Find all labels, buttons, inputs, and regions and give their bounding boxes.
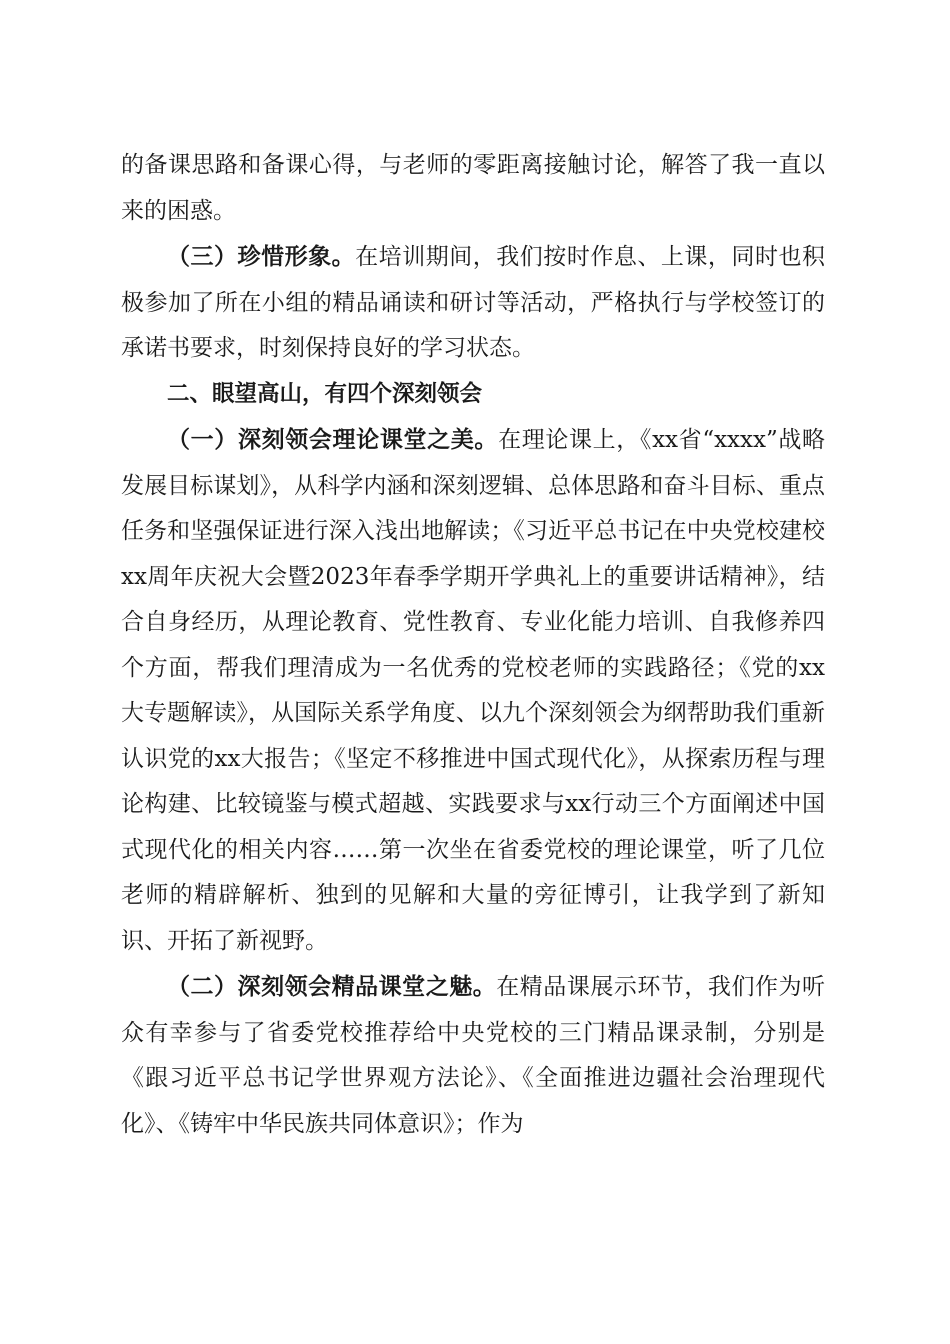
paragraph-text: 在精品课展示环节，我们作为听众有幸参与了省委党校推荐给中央党校的三门精品课录制，分别是《跟习近平总书记学世界观方法论》、《全面推进边疆社会治理现代化》、《铸牢中华民族共同体意识》；作为 (121, 974, 826, 1137)
paragraph-text: 在培训期间，我们按时作息、上课，同时也积极参加了所在小组的精品诵读和研讨等活动，严格执行与学校签订的承诺书要求，时刻保持良好的学习状态。 (121, 244, 826, 361)
section-heading: 二、眼望高山，有四个深刻领会 (167, 380, 483, 407)
paragraph-quality-classroom (121, 964, 825, 1147)
paragraph-text: 在理论课上，《xx省“xxxx”战略发展目标谋划》，从科学内涵和深刻逻辑、总体思路和奋斗目标、重点任务和坚强保证进行深入浅出地解读；《习近平总书记在中央党校建校xx周年庆祝大会暨2023年春季学期开学典礼上的重要讲话精神》，结合自身经历，从理论教育、党性教育、专业化能力培训、自我修养四个方面，帮我们理清成为一名优秀的党校老师的实践路径；《党的xx大专题解读》，从国际关系学角度、以九个深刻领会为纲帮助我们重新认识党的xx大报告；《坚定不移推进中国式现代化》，从探索历程与理论构建、比较镜鉴与模式超越、实践要求与xx行动三个方面阐述中国式现代化的相关内容……第一次坐在省委党校的理论课堂，听了几位老师的精辟解析、独到的见解和大量的旁征博引，让我学到了新知识、开拓了新视野。 (121, 427, 826, 954)
paragraph-lead: （三）珍惜形象。 (167, 243, 356, 270)
paragraph-cherish-image (121, 234, 825, 372)
paragraph-lead: （一）深刻领会理论课堂之美。 (167, 426, 499, 453)
document-body (121, 143, 825, 1147)
paragraph-theory-classroom (121, 417, 825, 964)
paragraph-text: 的备课思路和备课心得，与老师的零距离接触讨论，解答了我一直以来的困惑。 (121, 152, 825, 224)
paragraph-lead: （二）深刻领会精品课堂之魅。 (167, 973, 497, 1000)
paragraph-continuation (121, 143, 825, 234)
